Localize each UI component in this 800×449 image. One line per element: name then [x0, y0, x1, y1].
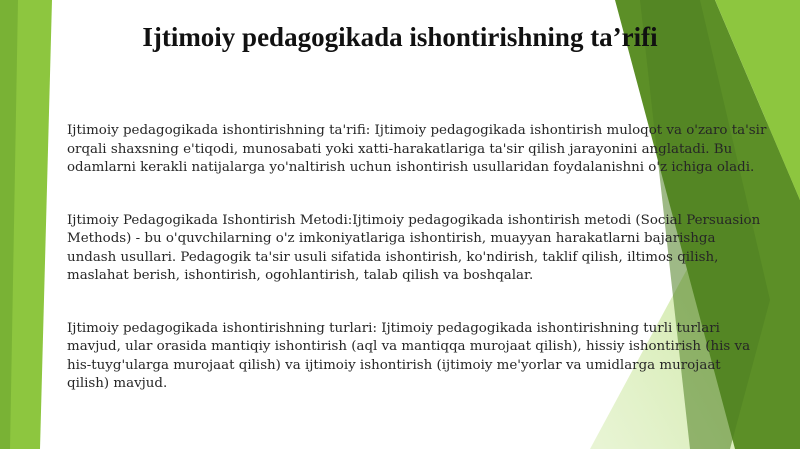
paragraph-types: Ijtimoiy pedagogikada ishontirishning turlari: Ijtimoiy pedagogikada ishontirishning turli turlari mavjud, ular orasida mantiqiy ishontirish (aql va mantiqqa murojaat qilish), hissiy ishontirish (his va his-tuyg'ularga murojaat qilish) va ijtimoiy ishontirish (ijtimoiy me'yorlar va umidlarga murojaat qilish) mavjud. — [67, 320, 751, 391]
slide-body — [67, 122, 767, 428]
paragraph-definition: Ijtimoiy pedagogikada ishontirishning ta'rifi: Ijtimoiy pedagogikada ishontirish muloqot va o'zaro ta'sir orqali shaxsning e'tiqodi, munosabati yoki xatti-harakatlariga ta'sir qilish jarayonini anglatadi. Bu odamlarni kerakli natijalarga yo'naltirish uchun ishontirish usullaridan foydalanishni o'z ichiga oladi. — [67, 123, 767, 175]
slide-title: Ijtimoiy pedagogikada ishontirishning ta’rifi — [142, 22, 658, 52]
paragraph-method: Ijtimoiy Pedagogikada Ishontirish Metodi:Ijtimoiy pedagogikada ishontirish metodi (Social Persuasion Methods) - bu o'quvchilarning o'z imkoniyatlariga ishontirish, muayyan harakatlarni bajarishga undash usullari. Pedagogik ta'sir usuli sifatida ishontirish, ko'ndirish, taklif qilish, iltimos qilish, maslahat berish, ishontirish, ogohlantirish, talab qilish va boshqalar. — [67, 212, 761, 283]
